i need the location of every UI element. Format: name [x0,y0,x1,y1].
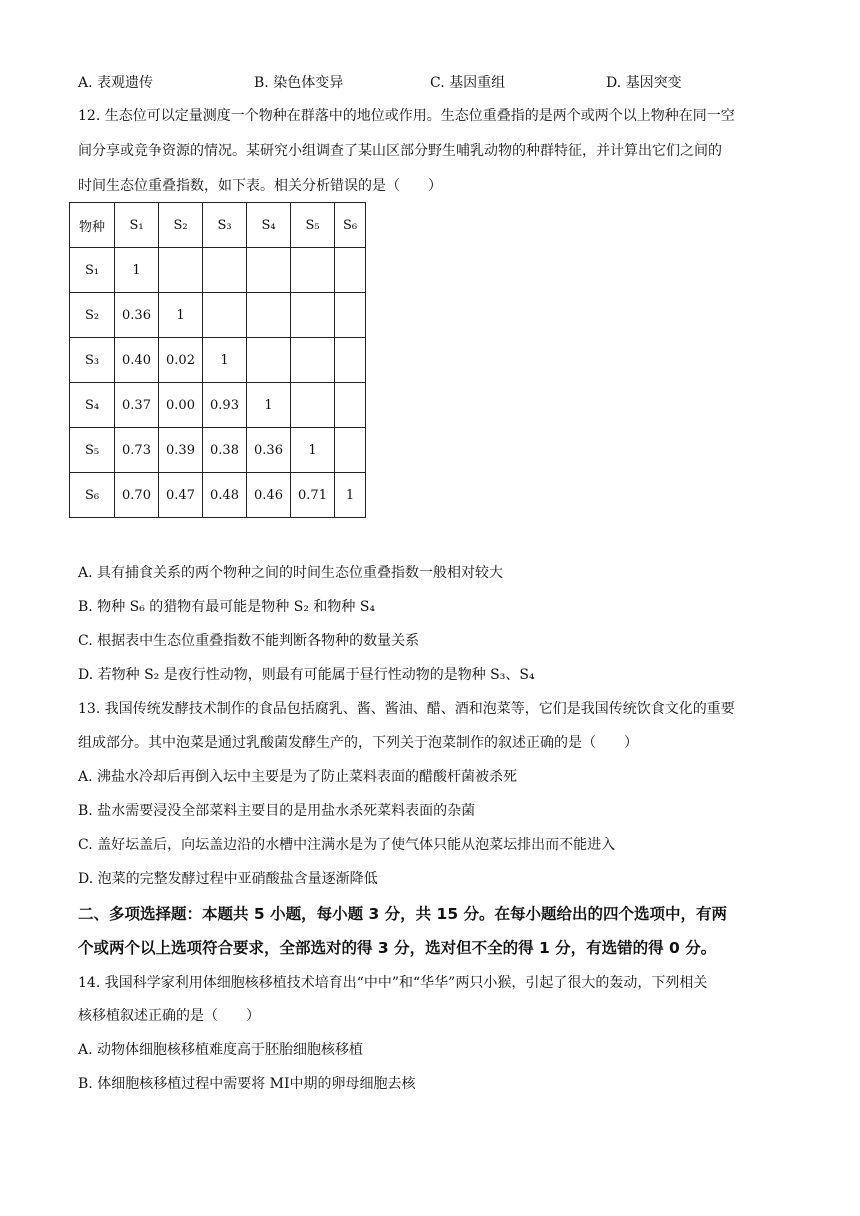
q12-stem-line-2: 间分享或竞争资源的情况。某研究小组调查了某山区部分野生哺乳动物的种群特征，并计算出它们之间的 [78,143,722,159]
table-header-cell: S₄ [247,203,291,248]
table-cell [335,293,366,338]
table-cell: S₅ [70,428,115,473]
table-cell: 0.73 [115,428,159,473]
table-cell: 0.36 [115,293,159,338]
q14-option-b: B. 体细胞核移植过程中需要将 MⅠ中期的卵母细胞去核 [78,1076,416,1092]
table-header-cell: S₃ [203,203,247,248]
table-cell [247,338,291,383]
table-cell: 0.93 [203,383,247,428]
table-cell: 1 [159,293,203,338]
q12-stem-line-1: 12. 生态位可以定量测度一个物种在群落中的地位或作用。生态位重叠指的是两个或两个以上物种在同一空 [78,108,735,124]
q11-option-d: D. 基因突变 [606,75,682,91]
table-cell: 0.46 [247,473,291,518]
table-cell: S₁ [70,248,115,293]
q13-option-b: B. 盐水需要浸没全部菜料主要目的是用盐水杀死菜料表面的杂菌 [78,803,476,819]
q13-stem-line-1: 13. 我国传统发酵技术制作的食品包括腐乳、酱、酱油、醋、酒和泡菜等，它们是我国传统饮食文化的重要 [78,701,735,717]
table-cell: 1 [291,428,335,473]
table-cell [291,383,335,428]
table-cell: 0.71 [291,473,335,518]
q13-option-c: C. 盖好坛盖后，向坛盖边沿的水槽中注满水是为了使气体只能从泡菜坛排出而不能进入 [78,837,616,853]
table-cell [335,428,366,473]
table-cell: 0.37 [115,383,159,428]
table-cell [335,338,366,383]
table-cell: 0.38 [203,428,247,473]
table-row [70,293,366,338]
table-row [70,383,366,428]
table-cell: S₆ [70,473,115,518]
q14-option-a: A. 动物体细胞核移植难度高于胚胎细胞核移植 [78,1042,364,1058]
q14-stem-line-2: 核移植叙述正确的是（ ） [78,1008,260,1024]
table-cell: 0.36 [247,428,291,473]
section-2-heading-line-1: 二、多项选择题：本题共 5 小题，每小题 3 分，共 15 分。在每小题给出的四个选项中，有两 [78,905,728,923]
q11-option-a: A. 表观遗传 [78,75,154,91]
table-header-cell: 物种 [70,203,115,248]
q11-option-b: B. 染色体变异 [254,75,344,91]
table-cell [335,383,366,428]
q12-option-c: C. 根据表中生态位重叠指数不能判断各物种的数量关系 [78,633,420,649]
table-cell [335,248,366,293]
table-header-cell: S₆ [335,203,366,248]
table-cell [203,293,247,338]
table-cell [247,293,291,338]
q11-options [78,72,778,94]
table-row [70,428,366,473]
table-cell: 0.39 [159,428,203,473]
table-cell [291,293,335,338]
table-header-row [70,203,366,248]
table-header-cell: S₅ [291,203,335,248]
table-cell: 0.02 [159,338,203,383]
table-cell: S₃ [70,338,115,383]
q12-option-a: A. 具有捕食关系的两个物种之间的时间生态位重叠指数一般相对较大 [78,565,504,581]
table-cell: 0.00 [159,383,203,428]
table-cell [291,248,335,293]
section-2-heading-line-2: 个或两个以上选项符合要求，全部选对的得 3 分，选对但不全的得 1 分，有选错的得 0 分。 [78,939,717,957]
table-cell: S₂ [70,293,115,338]
table-cell: 0.48 [203,473,247,518]
table-header-cell: S₂ [159,203,203,248]
table-cell: 1 [247,383,291,428]
table-cell: 1 [335,473,366,518]
table-cell [291,338,335,383]
table-cell: 0.47 [159,473,203,518]
table-row [70,338,366,383]
table-cell [159,248,203,293]
table-row [70,473,366,518]
table-cell: S₄ [70,383,115,428]
q13-option-a: A. 沸盐水冷却后再倒入坛中主要是为了防止菜料表面的醋酸杆菌被杀死 [78,769,518,785]
table-cell [247,248,291,293]
q14-stem-line-1: 14. 我国科学家利用体细胞核移植技术培育出“中中”和“华华”两只小猴，引起了很大的轰动，下列相关 [78,975,708,991]
table-cell: 1 [203,338,247,383]
table-cell: 0.70 [115,473,159,518]
q11-option-c: C. 基因重组 [430,75,506,91]
q12-option-d: D. 若物种 S₂ 是夜行性动物，则最有可能属于昼行性动物的是物种 S₃、S₄ [78,667,535,683]
table-header-cell: S₁ [115,203,159,248]
table-cell: 1 [115,248,159,293]
q13-option-d: D. 泡菜的完整发酵过程中亚硝酸盐含量逐渐降低 [78,871,378,887]
niche-overlap-table [69,202,366,518]
q13-stem-line-2: 组成部分。其中泡菜是通过乳酸菌发酵生产的，下列关于泡菜制作的叙述正确的是（ ） [78,735,638,751]
q12-stem-line-3: 时间生态位重叠指数，如下表。相关分析错误的是（ ） [78,178,442,194]
table-cell [203,248,247,293]
q12-option-b: B. 物种 S₆ 的猎物有最可能是物种 S₂ 和物种 S₄ [78,599,376,615]
table-cell: 0.40 [115,338,159,383]
table-row [70,248,366,293]
